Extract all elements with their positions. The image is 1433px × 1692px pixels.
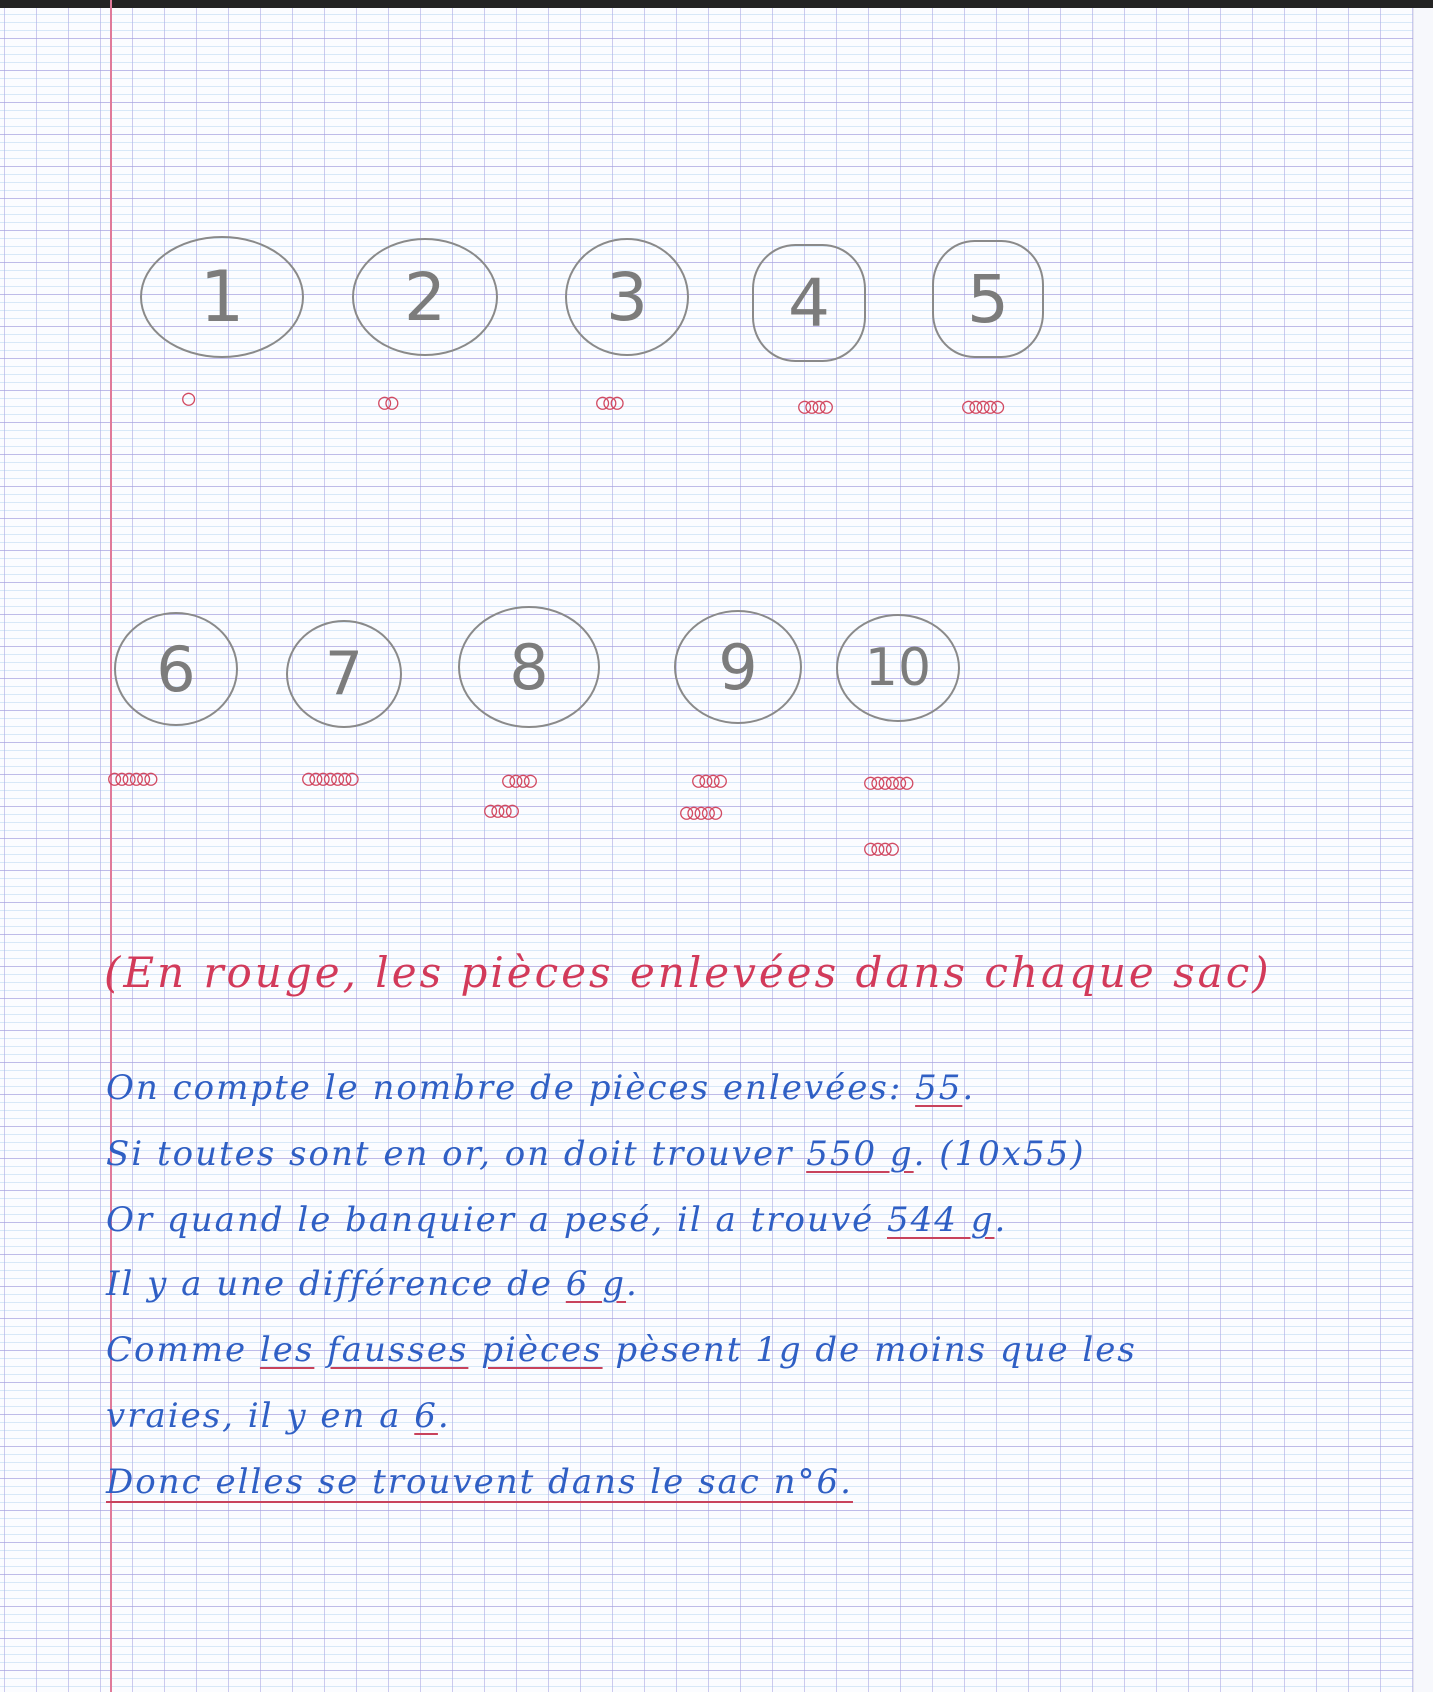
- bag-number: 9: [718, 630, 758, 704]
- bag-number: 8: [509, 630, 549, 704]
- text-line-1: [106, 1068, 975, 1108]
- removed-coins: ○○○○○: [962, 394, 999, 419]
- text-line-4: [106, 1264, 639, 1304]
- text-line-6: [106, 1396, 451, 1436]
- bag-8: [458, 606, 600, 728]
- bag-4: [752, 244, 866, 362]
- conclusion-line: Donc elles se trouvent dans le sac n°6.: [106, 1462, 853, 1502]
- line-text: pèsent 1g de moins que les: [602, 1330, 1137, 1370]
- removed-coins: ○○○○○○: [108, 766, 152, 791]
- line-text: Si toutes sont en or, on doit trouver: [106, 1134, 807, 1174]
- bag-1: [140, 236, 304, 358]
- highlighted-value: 6 g: [565, 1264, 627, 1304]
- bag-6: [114, 612, 238, 726]
- line-text: Or quand le banquier a pesé, il a trouvé: [106, 1200, 887, 1240]
- text-line-3: [106, 1200, 1007, 1240]
- line-text: Comme: [106, 1330, 260, 1370]
- removed-coins: ○○○○○○○: [302, 766, 353, 791]
- highlighted-word: les: [259, 1330, 315, 1370]
- removed-coins: ○○○○: [484, 798, 513, 823]
- removed-coins: ○○○○○: [680, 800, 717, 825]
- line-text: . (10x55): [913, 1134, 1086, 1174]
- bag-number: 6: [156, 632, 196, 706]
- bag-2: [352, 238, 498, 356]
- highlighted-value: 550 g: [806, 1134, 914, 1174]
- removed-coins: ○○○○: [798, 394, 827, 419]
- bag-3: [565, 238, 689, 356]
- removed-coins: ○○○○: [692, 768, 721, 793]
- highlighted-word: pièces: [481, 1330, 603, 1370]
- highlighted-value: 6: [414, 1396, 438, 1436]
- line-text: On compte le nombre de pièces enlevées:: [106, 1068, 916, 1108]
- highlighted-value: 544 g: [887, 1200, 995, 1240]
- bag-10: [836, 614, 960, 722]
- removed-coins: ○○○○: [502, 768, 531, 793]
- line-text: .: [962, 1068, 976, 1108]
- highlighted-word: fausses: [327, 1330, 469, 1370]
- removed-coins: ○○: [378, 390, 393, 415]
- removed-coins: ○: [182, 386, 190, 411]
- bag-number: 2: [404, 258, 446, 336]
- bag-number: 3: [606, 258, 648, 336]
- line-text: vraies, il y en a: [106, 1396, 415, 1436]
- line-text: .: [437, 1396, 451, 1436]
- line-text: [468, 1330, 481, 1370]
- bag-number: 10: [864, 638, 932, 698]
- bag-number: 7: [324, 639, 364, 709]
- highlighted-value: 55: [915, 1068, 963, 1108]
- line-text: .: [994, 1200, 1008, 1240]
- removed-coins: ○○○○: [864, 836, 893, 861]
- line-text: Il y a une différence de: [106, 1264, 566, 1304]
- text-line-2: [106, 1134, 1086, 1174]
- bag-9: [674, 610, 802, 724]
- bag-number: 5: [967, 260, 1009, 338]
- text-line-5: [106, 1330, 1137, 1370]
- removed-coins: ○○○○○○: [864, 770, 908, 795]
- removed-coins: ○○○: [596, 390, 618, 415]
- bag-number: 4: [788, 264, 830, 342]
- scan-top-edge: [0, 0, 1433, 8]
- line-text: .: [626, 1264, 639, 1304]
- bag-5: [932, 240, 1044, 358]
- bag-7: [286, 620, 402, 728]
- line-text: [314, 1330, 327, 1370]
- legend-note: (En rouge, les pièces enlevées dans chaque sac): [104, 948, 1272, 997]
- margin-line: [110, 0, 112, 1692]
- bag-number: 1: [199, 256, 245, 338]
